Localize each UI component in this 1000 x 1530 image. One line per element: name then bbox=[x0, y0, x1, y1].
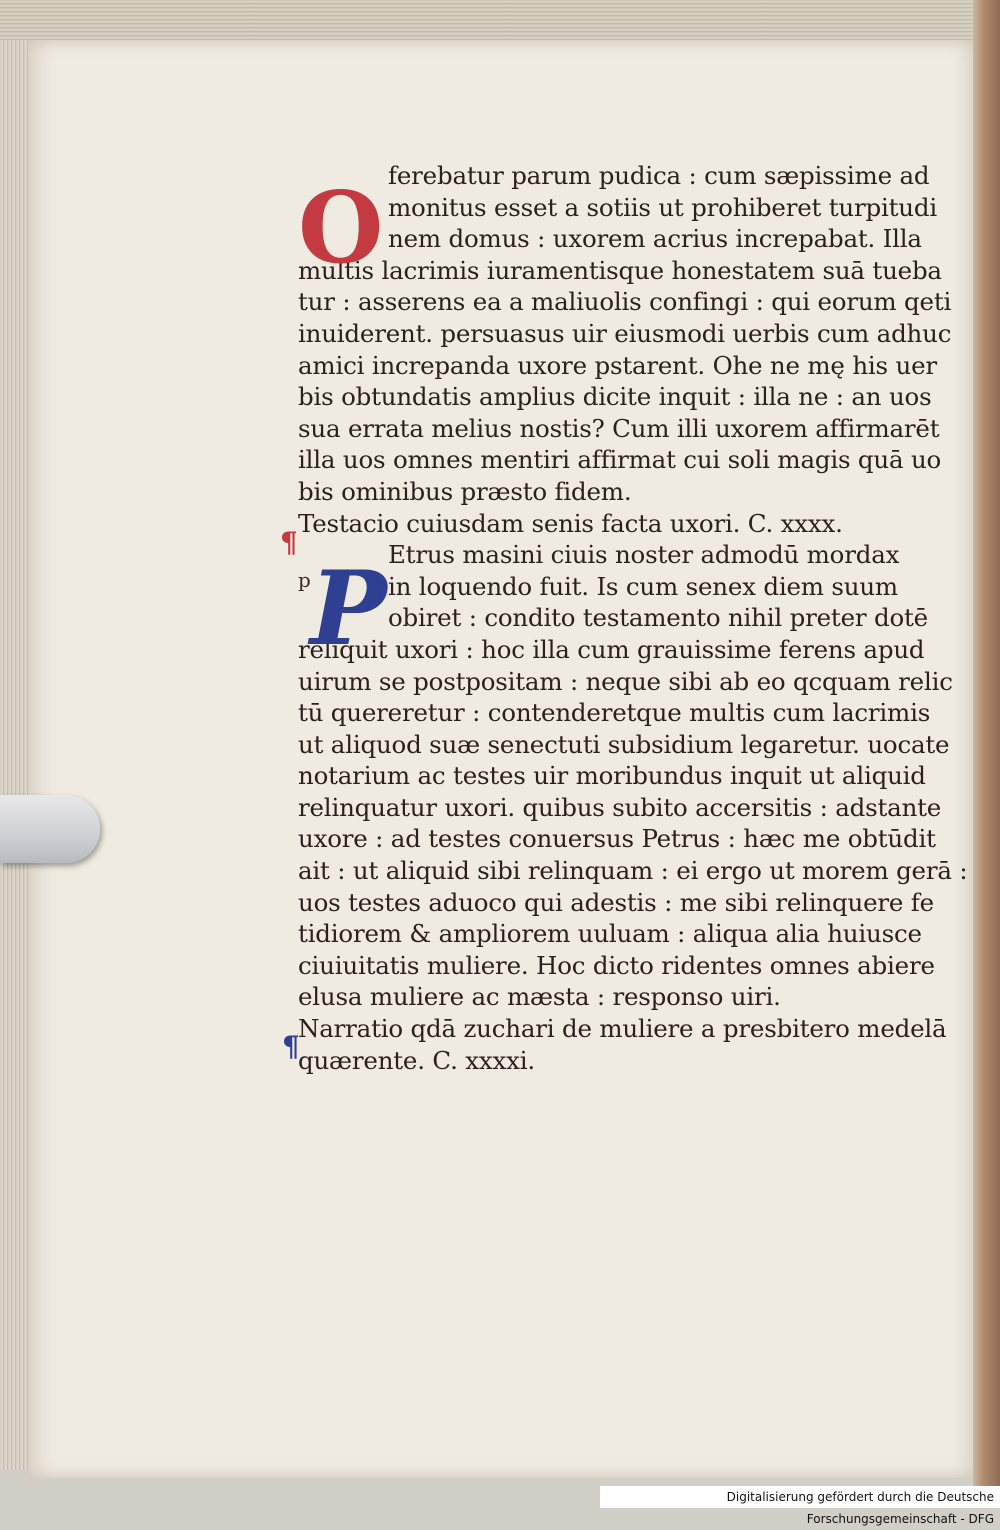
paragraph-mark-blue: ¶ bbox=[282, 1030, 300, 1063]
guide-letter: p bbox=[298, 568, 311, 592]
paragraph-mark-red: ¶ bbox=[280, 526, 298, 559]
text-line: tur : asserens ea a maliuolis confingi : qui eorum qeti bbox=[298, 287, 952, 317]
rubric-initial-p: P bbox=[310, 549, 387, 669]
text-line: ait : ut aliquid sibi relinquam : ei ergo ut morem gerā : bbox=[298, 856, 968, 886]
text-line: inuiderent. persuasus uir eiusmodi uerbis cum adhuc bbox=[298, 318, 952, 348]
text-line: in loquendo fuit. Is cum senex diem suum bbox=[388, 571, 898, 601]
text-line: ferebatur parum pudica : cum sæpissime ad bbox=[388, 161, 930, 190]
text-line: bis obtundatis amplius dicite inquit : illa ne : an uos bbox=[298, 382, 932, 412]
text-line: notarium ac testes uir moribundus inquit ut aliquid bbox=[298, 761, 926, 791]
text-line: reliquit uxori : hoc illa cum grauissime ferens apud bbox=[298, 634, 925, 664]
chapter-heading: Narratio qdā zuchari de muliere a presbitero medelā bbox=[298, 1014, 947, 1044]
text-line: obiret : condito testamento nihil preter dotē bbox=[388, 603, 928, 633]
text-line: relinquatur uxori. quibus subito accersitis : adstante bbox=[298, 792, 942, 822]
text-line: quærente. C. xxxxi. bbox=[298, 1045, 535, 1075]
text-line: multis lacrimis iuramentisque honestatem suā tueba bbox=[298, 255, 942, 285]
text-line: uirum se postpositam : neque sibi ab eo qcquam relic bbox=[298, 666, 953, 696]
text-line: illa uos omnes mentiri affirmat cui soli magis quā uo bbox=[298, 445, 942, 475]
text-line: ut aliquod suæ senectuti subsidium legaretur. uocate bbox=[298, 729, 950, 759]
text-line: Etrus masini ciuis noster admodū mordax bbox=[388, 540, 900, 570]
text-line: tū quereretur : contenderetque multis cum lacrimis bbox=[298, 698, 931, 728]
rubric-initial-o: O bbox=[298, 171, 384, 286]
chapter-heading: Testacio cuiusdam senis facta uxori. C. xxxx. bbox=[298, 508, 843, 538]
text-line: bis ominibus præsto fidem. bbox=[298, 476, 632, 506]
text-line: uxore : ad testes conuersus Petrus : hæc me obtūdit bbox=[298, 824, 936, 854]
text-line: uos testes aduoco qui adestis : me sibi relinquere fe bbox=[298, 887, 934, 917]
text-line: nem domus : uxorem acrius increpabat. Illa bbox=[388, 224, 922, 254]
text-line: sua errata melius nostis? Cum illi uxorem affirmarēt bbox=[298, 413, 940, 443]
page-text bbox=[280, 160, 968, 1076]
text-line: elusa muliere ac mæsta : responso uiri. bbox=[298, 982, 781, 1012]
text-line: tidiorem & ampliorem uuluam : aliqua alia huiusce bbox=[298, 919, 922, 949]
book-cover-edge bbox=[973, 0, 1000, 1508]
text-line: monitus esset a sotiis ut prohiberet turpitudi bbox=[388, 192, 937, 222]
text-line: amici increpanda uxore pstarent. Ohe ne mę his uer bbox=[298, 350, 937, 380]
digitization-credit: Digitalisierung gefördert durch die Deutsche Forschungsgemeinschaft - DFG bbox=[600, 1486, 1000, 1508]
text-line: ciuiuitatis muliere. Hoc dicto ridentes omnes abiere bbox=[298, 950, 935, 980]
page-holder-clip bbox=[0, 795, 100, 863]
